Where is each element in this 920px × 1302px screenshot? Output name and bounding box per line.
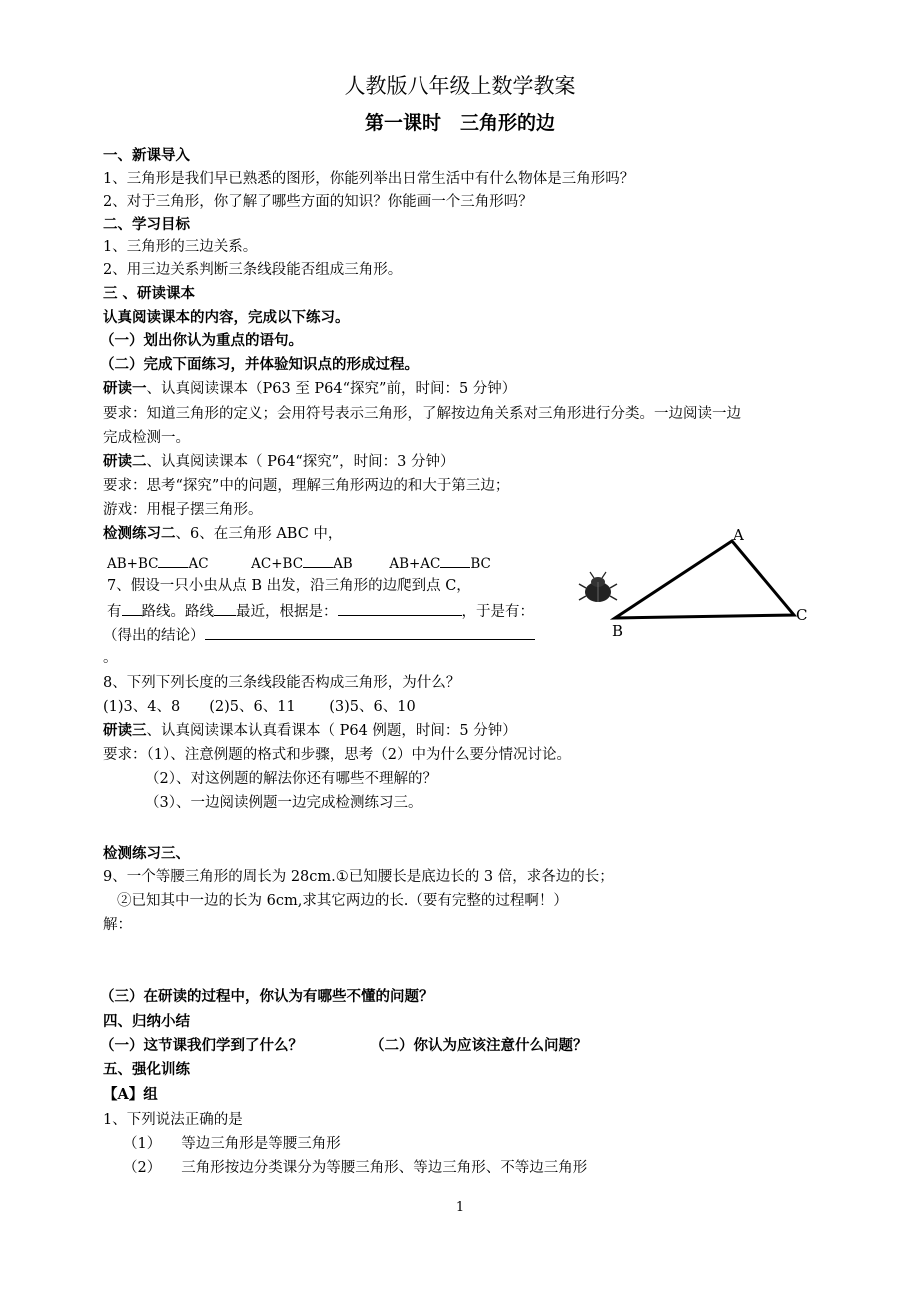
inequality-1-blank[interactable] (158, 552, 188, 568)
question-7-part-2: 路线。路线 (141, 604, 214, 620)
conclusion-blank[interactable] (205, 624, 535, 640)
reading-3-requirement-3: （3）、一边阅读例题一边完成检测练习三。 (145, 795, 423, 811)
reading-3-requirement-1: 要求：（1）、注意例题的格式和步骤，思考（2）中为什么要分情况讨论。 (103, 747, 571, 763)
practice-option-1 (123, 1134, 341, 1154)
vertex-b-label: B (612, 622, 624, 640)
question-9-answer: 解： (103, 917, 132, 933)
triangle-figure (570, 520, 820, 650)
inequality-3-blank[interactable] (440, 552, 470, 568)
option-2-text: 三角形按边分类课分为等腰三角形、等边三角形、不等边三角形 (181, 1160, 588, 1176)
exercise-2-text: 、6、在三角形 ABC 中， (175, 526, 343, 542)
reading-2-requirement: 要求：思考“探究”中的问题，理解三角形两边的和大于第三边； (103, 478, 510, 494)
reading-3-requirement-2: （2）、对这例题的解法你还有哪些不理解的？ (145, 771, 437, 787)
part-3: （三）在研读的过程中，你认为有哪些不懂的问题？ (100, 988, 434, 1005)
intro-question-1: 1、三角形是我们早已熟悉的图形，你能列举出日常生活中有什么物体是三角形吗？ (103, 171, 635, 187)
question-7-part-3: 最近，根据是： (236, 604, 338, 620)
question-7-blanks (107, 600, 534, 622)
reading-2-label: 研读二 (103, 453, 147, 470)
goal-1: 1、三角形的三边关系。 (103, 239, 258, 255)
lesson-subtitle: 第一课时 三角形的边 (364, 112, 555, 134)
exercise-3-heading: 检测练习三、 (103, 845, 190, 862)
option-2-number: （2） (123, 1160, 162, 1176)
conclusion-label: （得出的结论） (103, 628, 205, 644)
section-heading-reading: 三 、研读课本 (103, 285, 196, 302)
question-7-part-1: 有 (107, 604, 122, 620)
reading-1 (103, 379, 516, 399)
reason-blank[interactable] (338, 600, 462, 616)
shortest-route-blank[interactable] (214, 600, 236, 616)
page-number: 1 (455, 1200, 465, 1215)
reading-3-label: 研读三 (103, 722, 147, 739)
question-9-part-2: ②已知其中一边的长为 6cm,求其它两边的长.（要有完整的过程啊！） (117, 893, 568, 909)
reading-1-label: 研读一 (103, 380, 147, 397)
reading-2 (103, 452, 454, 472)
question-7-conclusion (103, 624, 535, 646)
summary-1: （一）这节课我们学到了什么？ (100, 1037, 303, 1054)
section-heading-intro: 一、新课导入 (103, 147, 190, 164)
question-9: 9、一个等腰三角形的周长为 28cm.①已知腰长是底边长的 3 倍，求各边的长； (103, 869, 614, 885)
reading-3 (103, 721, 517, 741)
reading-3-text: 、认真阅读课本认真看课本（ P64 例题，时间：5 分钟） (146, 723, 517, 739)
vertex-c-label: C (796, 606, 808, 624)
reading-1-requirement: 要求：知道三角形的定义；会用符号表示三角形，了解按边角关系对三角形进行分类。一边阅读一边 (103, 406, 741, 422)
group-a-label: 【A】组 (103, 1086, 158, 1103)
intro-question-2: 2、对于三角形，你了解了哪些方面的知识？你能画一个三角形吗？ (103, 194, 533, 210)
reading-intro: 认真阅读课本的内容，完成以下练习。 (103, 309, 350, 326)
summary-2: （二）你认为应该注意什么问题？ (370, 1037, 588, 1054)
practice-question-1: 1、下列说法正确的是 (103, 1112, 243, 1128)
reading-1-requirement-cont: 完成检测一。 (103, 430, 190, 446)
triangle-abc (615, 541, 794, 618)
inequality-1-right: AC (188, 556, 209, 572)
option-1-text: 等边三角形是等腰三角形 (181, 1136, 341, 1152)
beetle-icon (579, 572, 617, 602)
exercise-2-label: 检测练习二 (103, 525, 176, 542)
question-7: 7、假设一只小虫从点 B 出发，沿三角形的边爬到点 C， (107, 578, 471, 594)
reading-2-game: 游戏：用棍子摆三角形。 (103, 502, 263, 518)
inequality-2-left: AC+BC (251, 556, 304, 572)
question-7-end: 。 (103, 650, 118, 666)
route-count-blank[interactable] (122, 600, 142, 616)
inequality-2-right: AB (333, 556, 353, 572)
section-heading-practice: 五、强化训练 (103, 1061, 190, 1078)
part-1: （一）划出你认为重点的语句。 (100, 332, 303, 349)
inequality-row (107, 552, 491, 574)
inequality-3-right: BC (470, 556, 491, 572)
inequality-1-left: AB+BC (107, 556, 159, 572)
question-8-options: (1)3、4、8 (2)5、6、11 (3)5、6、10 (103, 699, 416, 715)
option-1-number: （1） (123, 1136, 162, 1152)
question-8: 8、下列下列长度的三条线段能否构成三角形，为什么？ (103, 675, 461, 691)
goal-2: 2、用三边关系判断三条线段能否组成三角形。 (103, 262, 403, 278)
reading-1-text: 、认真阅读课本（P63 至 P64“探究”前，时间：5 分钟） (146, 381, 517, 397)
vertex-a-label: A (733, 526, 744, 544)
inequality-3-left: AB+AC (389, 556, 441, 572)
inequality-2-blank[interactable] (303, 552, 333, 568)
reading-2-text: 、认真阅读课本（ P64“探究”，时间：3 分钟） (146, 454, 455, 470)
document-title: 人教版八年级上数学教案 (344, 74, 576, 98)
practice-option-2 (123, 1158, 587, 1178)
question-7-part-4: ，于是有： (461, 604, 534, 620)
section-heading-summary: 四、归纳小结 (103, 1013, 190, 1030)
section-heading-goals: 二、学习目标 (103, 216, 190, 233)
exercise-2 (103, 524, 342, 544)
part-2: （二）完成下面练习，并体验知识点的形成过程。 (100, 356, 419, 373)
